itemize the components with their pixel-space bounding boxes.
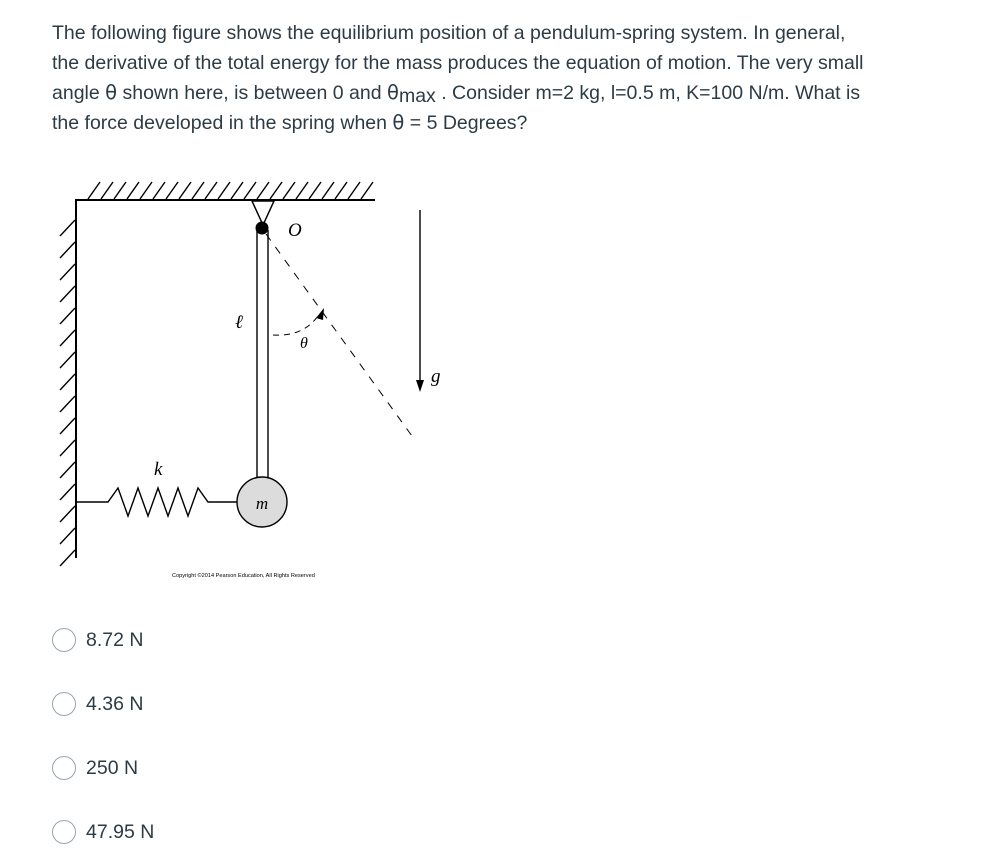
question-text-part-3: . Consider m=2 kg, l=0.5 m, K=100 N/m. What is the force developed in the spring when <box>52 82 861 134</box>
answer-option-3[interactable] <box>52 753 138 783</box>
spring-constant-label: k <box>154 459 163 480</box>
answer-label: 47.95 N <box>86 820 155 843</box>
question-text-part-4: = 5 Degrees? <box>404 112 528 134</box>
mass-label: m <box>255 494 269 513</box>
length-label: ℓ <box>235 312 243 333</box>
pivot-bracket <box>252 201 274 225</box>
max-subscript: max <box>398 85 436 107</box>
theta-label: θ <box>300 335 308 352</box>
answer-label: 4.36 N <box>86 692 144 715</box>
theta-symbol: θ <box>105 81 118 104</box>
pendulum-spring-figure <box>40 170 460 590</box>
question-text-part-1: The following figure shows the equilibrium position of a pendulum-spring system. In general, the derivative of the total energy for the mass produces the equation of motion. The very small angle <box>52 22 864 104</box>
radio-button[interactable] <box>52 820 76 844</box>
copyright-text: Copyright ©2014 Pearson Education, All Rights Reserved <box>172 573 315 579</box>
answer-option-1[interactable] <box>52 625 143 655</box>
pendulum-diagram <box>40 170 460 590</box>
theta-max-symbol: θ <box>387 81 399 104</box>
question-text-part-2: shown here, is between 0 and <box>117 82 388 104</box>
answer-option-2[interactable] <box>52 689 143 719</box>
deflected-position-line <box>266 234 412 436</box>
radio-button[interactable] <box>52 628 76 652</box>
angle-arrowhead-icon <box>316 308 324 320</box>
pivot-label: O <box>288 220 302 241</box>
answer-label: 8.72 N <box>86 628 144 651</box>
ceiling-hatching <box>88 182 373 199</box>
gravity-label: g <box>431 366 441 387</box>
angle-arc <box>273 313 320 335</box>
radio-button[interactable] <box>52 692 76 716</box>
radio-button[interactable] <box>52 756 76 780</box>
question-text <box>52 18 872 138</box>
gravity-arrowhead-icon <box>416 380 424 392</box>
answer-label: 250 N <box>86 756 139 779</box>
spring-icon <box>76 488 237 516</box>
answer-option-4[interactable] <box>52 817 154 847</box>
question-paragraph <box>52 18 872 138</box>
wall-hatching <box>60 220 75 566</box>
theta-symbol-2: θ <box>392 111 405 134</box>
